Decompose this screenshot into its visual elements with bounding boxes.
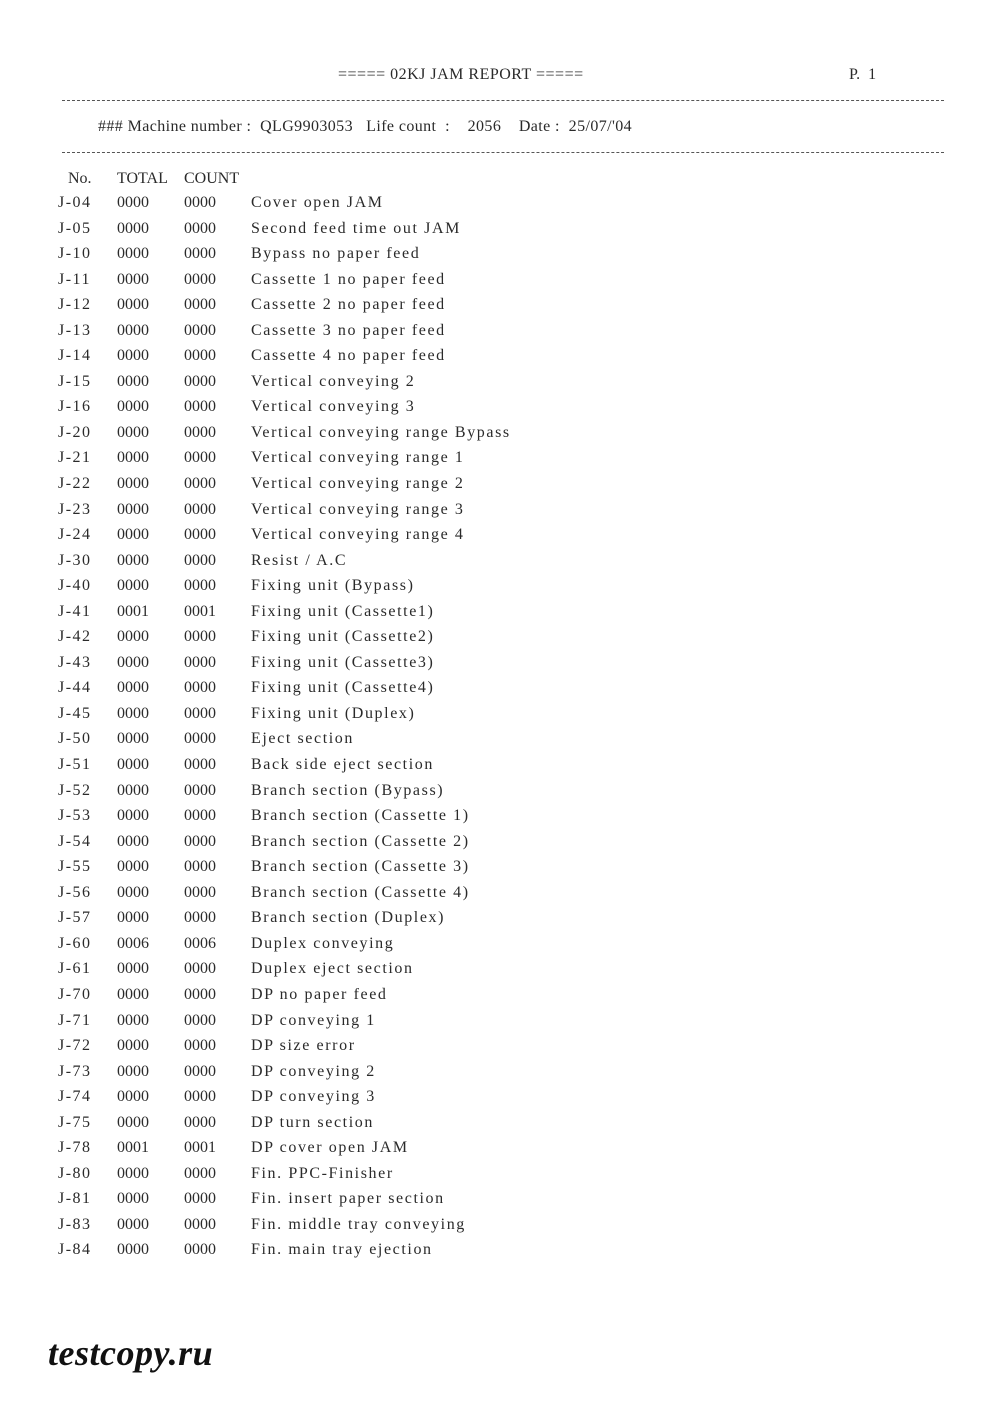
column-header-total: TOTAL	[117, 170, 168, 187]
table-row	[0, 858, 992, 884]
table-row	[0, 833, 992, 859]
jam-code: J-13	[58, 321, 92, 339]
total-count: 0000	[117, 423, 149, 441]
count-value: 0000	[184, 423, 216, 441]
count-value: 0000	[184, 296, 216, 314]
count-value: 0000	[184, 679, 216, 697]
jam-code: J-10	[58, 245, 92, 263]
jam-description: Fixing unit (Cassette4)	[251, 679, 435, 697]
jam-description: Fixing unit (Cassette1)	[251, 602, 435, 620]
jam-description: DP cover open JAM	[251, 1139, 409, 1157]
jam-description: Vertical conveying range 3	[251, 500, 465, 518]
table-row	[0, 807, 992, 833]
total-count: 0000	[117, 270, 149, 288]
total-count: 0000	[117, 1011, 149, 1029]
jam-description: Fixing unit (Cassette2)	[251, 628, 435, 646]
table-row	[0, 475, 992, 501]
jam-code: J-45	[58, 704, 92, 722]
jam-description: Fixing unit (Duplex)	[251, 704, 416, 722]
total-count: 0000	[117, 1088, 149, 1106]
jam-code: J-23	[58, 500, 92, 518]
count-value: 0001	[184, 1139, 216, 1157]
table-row	[0, 1139, 992, 1165]
total-count: 0000	[117, 372, 149, 390]
total-count: 0000	[117, 985, 149, 1003]
total-count: 0000	[117, 1215, 149, 1233]
jam-description: Fixing unit (Bypass)	[251, 577, 415, 595]
machine-info-line: ### Machine number : QLG9903053 Life count : 2056 Date : 25/07/'04	[98, 118, 633, 135]
total-count: 0000	[117, 730, 149, 748]
total-count: 0000	[117, 245, 149, 263]
total-count: 0000	[117, 679, 149, 697]
total-count: 0000	[117, 704, 149, 722]
table-row	[0, 1012, 992, 1038]
jam-description: Cassette 1 no paper feed	[251, 270, 446, 288]
count-value: 0000	[184, 347, 216, 365]
jam-code: J-41	[58, 602, 92, 620]
count-value: 0000	[184, 756, 216, 774]
table-row	[0, 398, 992, 424]
total-count: 0000	[117, 832, 149, 850]
total-count: 0000	[117, 960, 149, 978]
jam-description: Branch section (Cassette 1)	[251, 807, 470, 825]
count-value: 0000	[184, 321, 216, 339]
jam-code: J-84	[58, 1241, 92, 1259]
count-value: 0000	[184, 1215, 216, 1233]
jam-description: Second feed time out JAM	[251, 219, 461, 237]
table-row	[0, 322, 992, 348]
jam-code: J-53	[58, 807, 92, 825]
total-count: 0000	[117, 1037, 149, 1055]
jam-code: J-81	[58, 1190, 92, 1208]
jam-description: Fin. main tray ejection	[251, 1241, 433, 1259]
jam-description: Branch section (Bypass)	[251, 781, 445, 799]
jam-code: J-11	[58, 270, 91, 288]
table-row	[0, 220, 992, 246]
total-count: 0000	[117, 1113, 149, 1131]
jam-code: J-43	[58, 653, 92, 671]
jam-code: J-15	[58, 372, 92, 390]
table-row	[0, 1216, 992, 1242]
table-row	[0, 1241, 992, 1267]
total-count: 0000	[117, 296, 149, 314]
jam-description: Eject section	[251, 730, 354, 748]
total-count: 0000	[117, 500, 149, 518]
jam-description: Duplex conveying	[251, 934, 395, 952]
jam-code: J-30	[58, 551, 92, 569]
jam-description: Fixing unit (Cassette3)	[251, 653, 435, 671]
count-value: 0000	[184, 270, 216, 288]
table-row	[0, 194, 992, 220]
jam-description: Branch section (Cassette 2)	[251, 832, 470, 850]
count-value: 0000	[184, 372, 216, 390]
count-value: 0000	[184, 704, 216, 722]
count-value: 0000	[184, 475, 216, 493]
jam-description: DP conveying 1	[251, 1011, 376, 1029]
count-value: 0000	[184, 449, 216, 467]
total-count: 0000	[117, 628, 149, 646]
count-value: 0000	[184, 858, 216, 876]
total-count: 0000	[117, 475, 149, 493]
jam-code: J-22	[58, 475, 92, 493]
count-value: 0000	[184, 730, 216, 748]
dashed-divider-bottom	[62, 152, 944, 153]
total-count: 0000	[117, 756, 149, 774]
count-value: 0000	[184, 1164, 216, 1182]
jam-code: J-56	[58, 883, 92, 901]
jam-code: J-52	[58, 781, 92, 799]
count-value: 0000	[184, 1088, 216, 1106]
count-value: 0000	[184, 807, 216, 825]
jam-description: Fin. middle tray conveying	[251, 1215, 466, 1233]
count-value: 0000	[184, 909, 216, 927]
count-value: 0000	[184, 194, 216, 211]
jam-description: Fin. insert paper section	[251, 1190, 445, 1208]
dashed-divider-top	[62, 100, 944, 101]
jam-code: J-78	[58, 1139, 92, 1157]
jam-code: J-21	[58, 449, 92, 467]
jam-description: Vertical conveying range Bypass	[251, 423, 511, 441]
jam-description: Vertical conveying 3	[251, 398, 416, 416]
count-value: 0000	[184, 985, 216, 1003]
total-count: 0000	[117, 577, 149, 595]
jam-description: Cassette 4 no paper feed	[251, 347, 446, 365]
total-count: 0000	[117, 526, 149, 544]
total-count: 0006	[117, 934, 149, 952]
count-value: 0000	[184, 1190, 216, 1208]
total-count: 0000	[117, 1062, 149, 1080]
table-row	[0, 884, 992, 910]
jam-description: Cassette 2 no paper feed	[251, 296, 446, 314]
table-row	[0, 501, 992, 527]
total-count: 0000	[117, 551, 149, 569]
jam-description: DP no paper feed	[251, 985, 388, 1003]
table-row	[0, 271, 992, 297]
jam-code: J-44	[58, 679, 92, 697]
jam-code: J-42	[58, 628, 92, 646]
jam-code: J-54	[58, 832, 92, 850]
table-row	[0, 552, 992, 578]
table-row	[0, 1037, 992, 1063]
jam-description: Fin. PPC-Finisher	[251, 1164, 394, 1182]
page-number: P. 1	[849, 66, 877, 83]
table-row	[0, 1114, 992, 1140]
total-count: 0000	[117, 449, 149, 467]
count-value: 0000	[184, 653, 216, 671]
count-value: 0000	[184, 883, 216, 901]
jam-description: DP conveying 3	[251, 1088, 376, 1106]
count-value: 0000	[184, 628, 216, 646]
count-value: 0000	[184, 526, 216, 544]
count-value: 0000	[184, 500, 216, 518]
jam-table	[0, 194, 992, 1267]
jam-code: J-72	[58, 1037, 92, 1055]
jam-code: J-70	[58, 985, 92, 1003]
jam-code: J-04	[58, 194, 92, 211]
jam-description: DP conveying 2	[251, 1062, 376, 1080]
jam-description: Branch section (Cassette 4)	[251, 883, 470, 901]
jam-description: Cassette 3 no paper feed	[251, 321, 446, 339]
jam-code: J-74	[58, 1088, 92, 1106]
jam-code: J-80	[58, 1164, 92, 1182]
jam-code: J-55	[58, 858, 92, 876]
table-row	[0, 960, 992, 986]
table-row	[0, 782, 992, 808]
jam-description: Bypass no paper feed	[251, 245, 421, 263]
table-row	[0, 1190, 992, 1216]
count-value: 0000	[184, 1241, 216, 1259]
count-value: 0000	[184, 219, 216, 237]
jam-code: J-12	[58, 296, 92, 314]
table-row	[0, 909, 992, 935]
table-row	[0, 628, 992, 654]
count-value: 0000	[184, 577, 216, 595]
table-row	[0, 1063, 992, 1089]
count-value: 0001	[184, 602, 216, 620]
jam-description: Resist / A.C	[251, 551, 348, 569]
total-count: 0000	[117, 1241, 149, 1259]
jam-description: DP turn section	[251, 1113, 374, 1131]
jam-code: J-40	[58, 577, 92, 595]
jam-code: J-60	[58, 934, 92, 952]
jam-code: J-05	[58, 219, 92, 237]
column-header-count: COUNT	[184, 170, 240, 187]
table-row	[0, 424, 992, 450]
jam-code: J-24	[58, 526, 92, 544]
count-value: 0000	[184, 960, 216, 978]
total-count: 0000	[117, 321, 149, 339]
table-row	[0, 603, 992, 629]
jam-code: J-75	[58, 1113, 92, 1131]
table-row	[0, 347, 992, 373]
report-title: ===== 02KJ JAM REPORT =====	[338, 66, 584, 83]
jam-description: Cover open JAM	[251, 194, 384, 211]
count-value: 0000	[184, 398, 216, 416]
total-count: 0000	[117, 653, 149, 671]
jam-description: Vertical conveying 2	[251, 372, 416, 390]
jam-code: J-20	[58, 423, 92, 441]
jam-code: J-50	[58, 730, 92, 748]
jam-code: J-73	[58, 1062, 92, 1080]
total-count: 0000	[117, 858, 149, 876]
table-row	[0, 730, 992, 756]
jam-description: Branch section (Cassette 3)	[251, 858, 470, 876]
table-row	[0, 705, 992, 731]
table-row	[0, 679, 992, 705]
count-value: 0000	[184, 1113, 216, 1131]
jam-code: J-57	[58, 909, 92, 927]
jam-code: J-16	[58, 398, 92, 416]
table-row	[0, 654, 992, 680]
jam-description: Branch section (Duplex)	[251, 909, 446, 927]
count-value: 0000	[184, 1011, 216, 1029]
count-value: 0000	[184, 551, 216, 569]
jam-description: Back side eject section	[251, 756, 434, 774]
total-count: 0001	[117, 602, 149, 620]
table-row	[0, 1165, 992, 1191]
table-row	[0, 935, 992, 961]
table-row	[0, 296, 992, 322]
table-row	[0, 245, 992, 271]
count-value: 0000	[184, 1037, 216, 1055]
table-row	[0, 526, 992, 552]
total-count: 0000	[117, 1190, 149, 1208]
table-row	[0, 986, 992, 1012]
watermark-logo: testcopy.ru	[48, 1333, 214, 1373]
total-count: 0000	[117, 219, 149, 237]
jam-description: Vertical conveying range 2	[251, 475, 465, 493]
total-count: 0000	[117, 398, 149, 416]
total-count: 0000	[117, 883, 149, 901]
jam-code: J-51	[58, 756, 92, 774]
jam-code: J-14	[58, 347, 92, 365]
jam-description: Duplex eject section	[251, 960, 414, 978]
total-count: 0000	[117, 1164, 149, 1182]
table-row	[0, 577, 992, 603]
jam-code: J-61	[58, 960, 92, 978]
table-row	[0, 756, 992, 782]
jam-code: J-71	[58, 1011, 92, 1029]
jam-code: J-83	[58, 1215, 92, 1233]
table-row	[0, 373, 992, 399]
count-value: 0000	[184, 781, 216, 799]
total-count: 0001	[117, 1139, 149, 1157]
jam-description: Vertical conveying range 4	[251, 526, 465, 544]
count-value: 0000	[184, 832, 216, 850]
total-count: 0000	[117, 807, 149, 825]
total-count: 0000	[117, 909, 149, 927]
total-count: 0000	[117, 781, 149, 799]
table-row	[0, 449, 992, 475]
jam-description: DP size error	[251, 1037, 356, 1055]
count-value: 0000	[184, 245, 216, 263]
total-count: 0000	[117, 194, 149, 211]
jam-description: Vertical conveying range 1	[251, 449, 465, 467]
table-row	[0, 1088, 992, 1114]
column-header-no: No.	[68, 170, 92, 187]
count-value: 0000	[184, 1062, 216, 1080]
count-value: 0006	[184, 934, 216, 952]
total-count: 0000	[117, 347, 149, 365]
